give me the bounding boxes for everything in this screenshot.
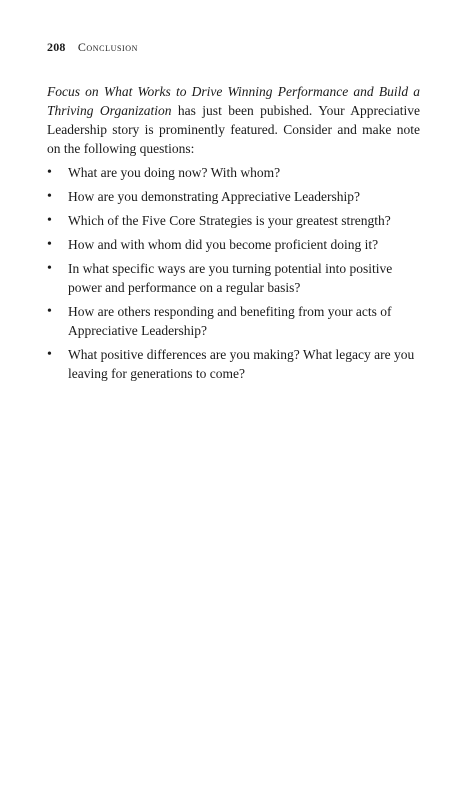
question-text: What are you doing now? With whom? [68,165,281,180]
list-item [47,187,420,206]
bullet-icon: • [47,347,52,362]
bullet-icon: • [47,261,52,276]
intro-text: has just been pubished. Your Appreciative Leadership story is prominently featured. Consider and make note on the following questions: [47,103,421,156]
question-text: What positive differences are you making? What legacy are you leaving for generations to come? [68,347,415,381]
bullet-icon: • [47,165,52,180]
bullet-icon: • [47,213,52,228]
page-number: 208 [47,40,66,54]
bullet-icon: • [47,237,52,252]
list-item [47,163,420,182]
list-item [47,345,420,383]
bullet-icon: • [47,189,52,204]
question-text: How and with whom did you become proficient doing it? [68,237,379,252]
question-text: How are you demonstrating Appreciative Leadership? [68,189,361,204]
section-title: Conclusion [77,40,139,54]
question-text: How are others responding and benefiting from your acts of Appreciative Leadership? [68,304,392,338]
intro-paragraph [47,82,420,158]
list-item [47,259,420,297]
list-item [47,211,420,230]
question-text: Which of the Five Core Strategies is your greatest strength? [68,213,391,228]
list-item [47,235,420,254]
question-list [47,163,420,383]
book-title: Focus on What Works to Drive Winning Performance and Build a Thriving Organization [47,84,420,118]
running-head [47,40,138,55]
bullet-icon: • [47,304,52,319]
list-item [47,302,420,340]
body-text [47,82,420,388]
question-text: In what specific ways are you turning potential into positive power and performance on a regular basis? [68,261,393,295]
